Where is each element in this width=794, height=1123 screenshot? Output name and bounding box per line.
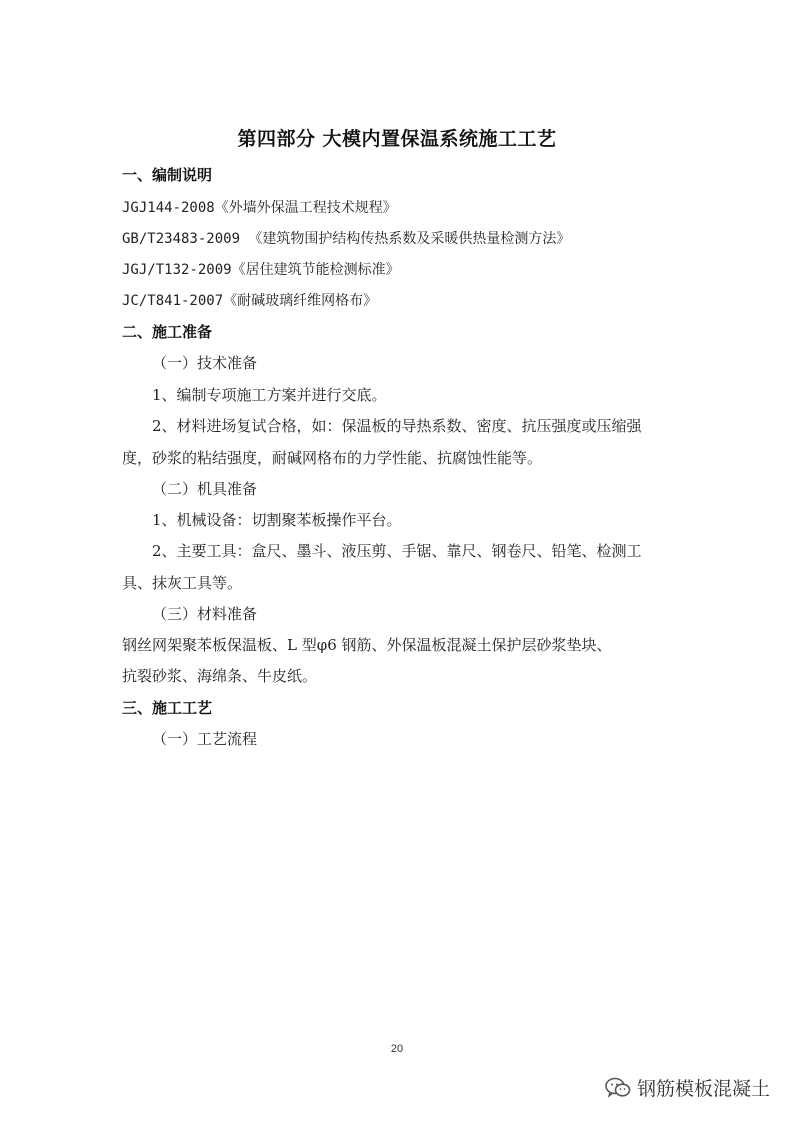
paragraph: 2、主要工具：盒尺、墨斗、液压剪、手锯、靠尺、钢卷尺、铅笔、检测工 (152, 542, 642, 560)
subheading-material-prep: （三）材料准备 (152, 605, 258, 623)
reference-standard: GB/T23483-2009 《建筑物围护结构传热系数及采暖供热量检测方法》 (122, 231, 571, 247)
reference-standard: JGJ/T132-2009《居住建筑节能检测标准》 (122, 262, 400, 278)
section-heading-construction-process: 三、施工工艺 (122, 699, 213, 717)
wechat-icon (605, 1077, 631, 1099)
paragraph: 度，砂浆的粘结强度，耐碱网格布的力学性能、抗腐蚀性能等。 (122, 449, 543, 467)
section-heading-compile-notes: 一、编制说明 (122, 166, 213, 184)
paragraph: 1、编制专项施工方案并进行交底。 (152, 386, 387, 404)
subheading-equipment-prep: （二）机具准备 (152, 480, 258, 498)
paragraph: 1、机械设备：切割聚苯板操作平台。 (152, 511, 402, 529)
page-title: 第四部分 大模内置保温系统施工工艺 (237, 128, 557, 150)
paragraph: 抗裂砂浆、海绵条、牛皮纸。 (122, 667, 318, 685)
paragraph: 具、抹灰工具等。 (122, 574, 243, 592)
paragraph: 钢丝网架聚苯板保温板、L 型φ6 钢筋、外保温板混凝土保护层砂浆垫块、 (122, 636, 612, 654)
reference-standard: JGJ144-2008《外墙外保温工程技术规程》 (122, 200, 397, 216)
subheading-technical-prep: （一）技术准备 (152, 354, 258, 372)
paragraph: 2、材料进场复试合格，如：保温板的导热系数、密度、抗压强度或压缩强 (152, 417, 642, 435)
section-heading-construction-prep: 二、施工准备 (122, 323, 213, 341)
watermark-text: 钢筋模板混凝土 (636, 1078, 770, 1100)
reference-standard: JC/T841-2007《耐碱玻璃纤维网格布》 (122, 293, 378, 309)
page-number: 20 (390, 1043, 404, 1055)
watermark (605, 1074, 770, 1101)
subheading-process-flow: （一）工艺流程 (152, 730, 258, 748)
